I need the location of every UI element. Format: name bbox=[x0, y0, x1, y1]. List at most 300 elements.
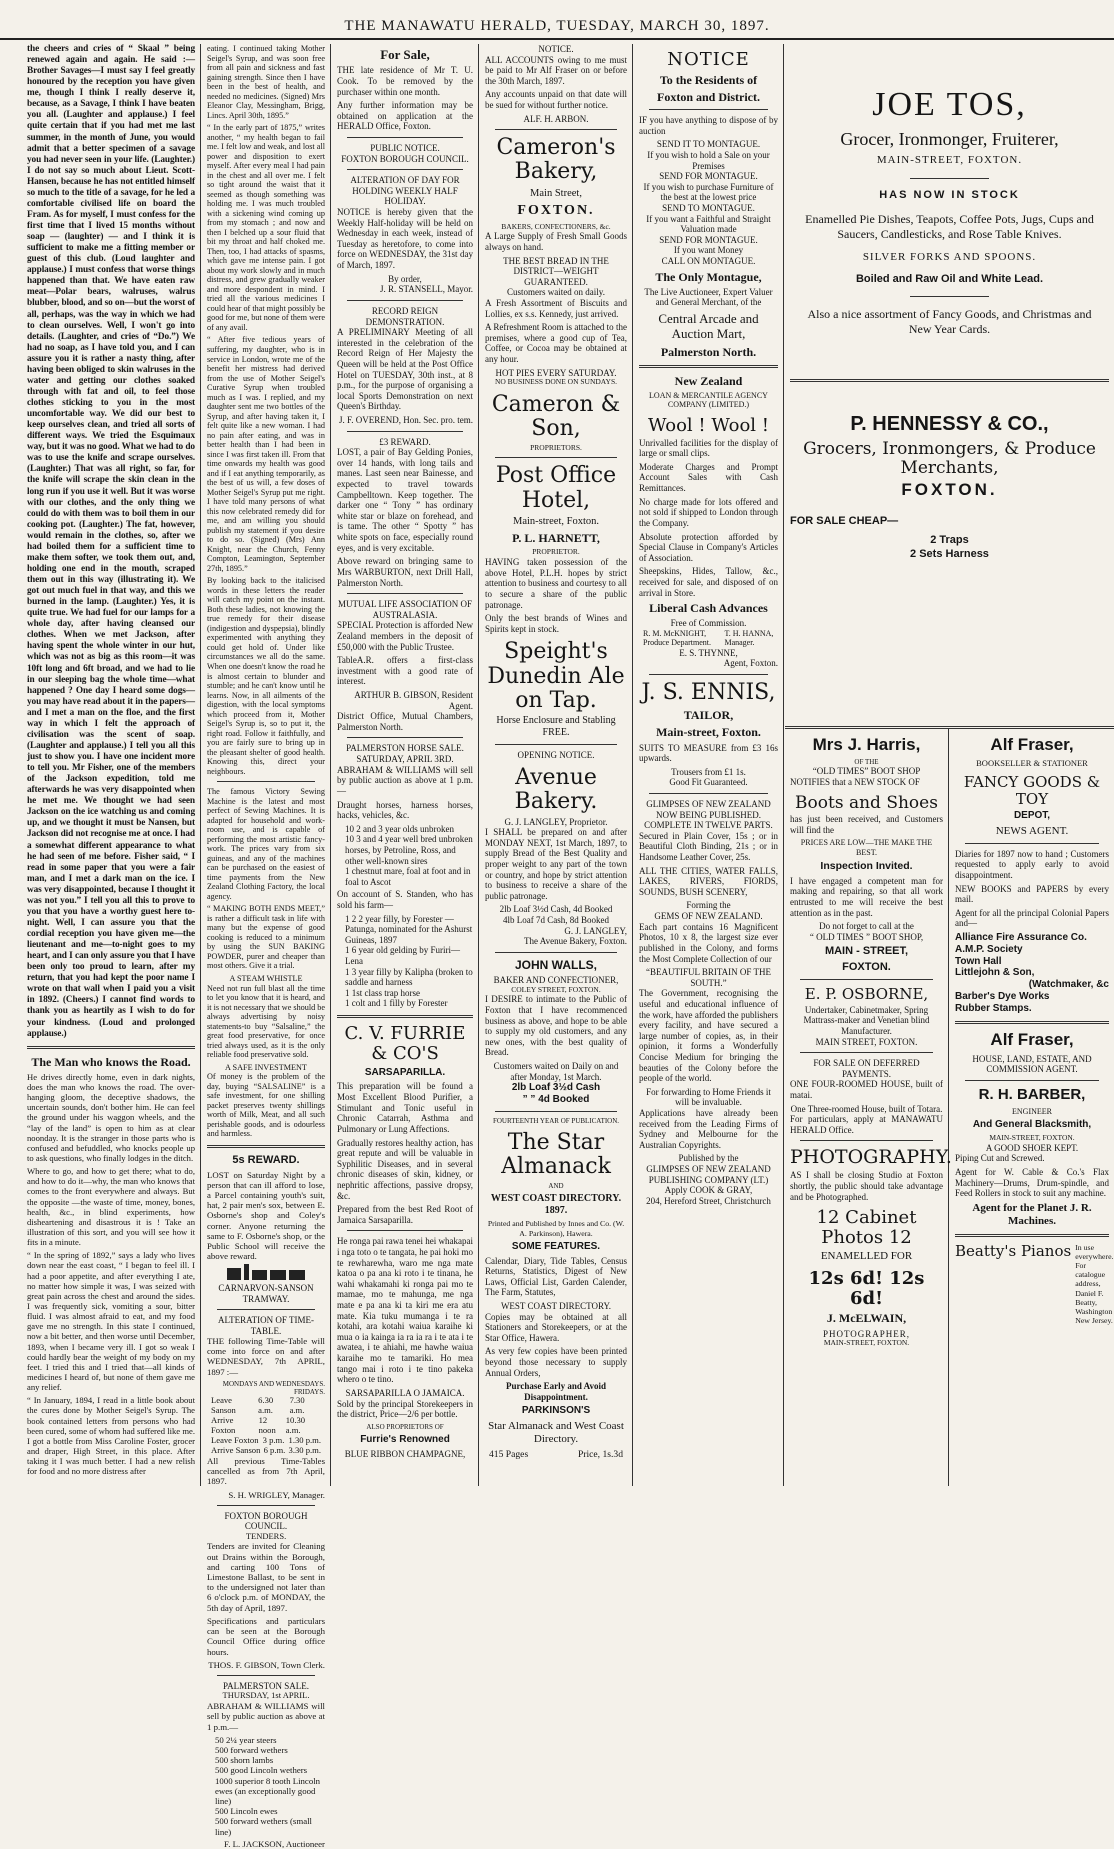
ad-text: Above reward on bringing same to Mrs WARBURTON, next Drill Hall, Palmerston North. bbox=[337, 556, 473, 588]
divider bbox=[965, 1080, 1099, 1081]
ad-text: Calendar, Diary, Tide Tables, Census Returns, Statistics, Digest of New Laws, Official List, Garden Calender, The Farm, Statutes, bbox=[485, 1255, 627, 1298]
ad-subtitle: COMPLETE IN TWELVE PARTS. bbox=[644, 820, 773, 831]
subheading: A SAFE INVESTMENT bbox=[225, 1062, 307, 1072]
ad-text: PRICES ARE LOW—THE MAKE THE BEST. bbox=[800, 838, 933, 857]
ad-text: Piping Cut and Screwed. bbox=[955, 1153, 1045, 1164]
timetable-cell: 7.30 a.m. bbox=[289, 1395, 305, 1416]
column-rule bbox=[478, 44, 479, 1486]
ad-text: Rubber Stamps. bbox=[955, 1002, 1032, 1014]
ad-text: I have engaged a competent man for making and repairing, so that all work entrusted to me will receive the best attention as in the past. bbox=[790, 875, 943, 918]
list-item: 10 3 and 4 year well bred unbroken horses, by Petroline, Ross, and other well-known sires bbox=[345, 834, 473, 866]
ad-text: FOXTON. bbox=[901, 480, 998, 500]
ad-text: FOXTON. bbox=[517, 203, 595, 219]
divider bbox=[217, 781, 315, 782]
timetable-cell: 10.30 a.m. bbox=[285, 1415, 306, 1436]
ad-title: MUTUAL LIFE ASSOCIATION OF AUSTRALASIA. bbox=[338, 599, 472, 620]
ad-text: Boiled and Raw Oil and White Lead. bbox=[855, 272, 1044, 285]
divider bbox=[347, 737, 463, 738]
ad-text: (Watchmaker, &c bbox=[1028, 979, 1109, 991]
ad-text: WEST COAST DIRECTORY. bbox=[500, 1300, 612, 1311]
ad-text: IF you have anything to dispose of by auction bbox=[639, 115, 778, 136]
list-item: 500 forward wethers bbox=[215, 1745, 288, 1756]
ad-text: Apply COOK & GRAY, bbox=[664, 1185, 753, 1196]
list-item: 1000 superior 8 tooth Lincoln ewes (an exceptionally good line) bbox=[215, 1775, 321, 1807]
timetable-cell: Leave Foxton bbox=[211, 1434, 259, 1445]
ad-text: MAIN - STREET, bbox=[824, 945, 909, 958]
timetable bbox=[207, 1396, 325, 1456]
ad-text: If you want a Faithful and Straight Valuation made bbox=[646, 213, 771, 235]
divider bbox=[217, 1309, 315, 1310]
article-paragraph: The famous Victory Sewing Machine is the latest and most perfect of Sewing Machines. It is adapted for household and work-room use, and is capable of performing the most artistic fancy-work. The prices vary from six guineas, and any of the machines can be purchased on the easiest of time payments from the New Zealand Clothing Factory, the local agency. bbox=[207, 787, 325, 901]
list-item: 500 good Lincoln wethers bbox=[215, 1765, 308, 1776]
signature: J. McELWAIN, bbox=[826, 1311, 907, 1326]
ad-title: PALMERSTON SALE. bbox=[222, 1680, 310, 1691]
ad-text: Good Fit Guaranteed. bbox=[669, 777, 748, 788]
ad-text: MAIN-STREET, FOXTON. bbox=[823, 1338, 910, 1348]
ad-subtitle: Grocer, Ironmonger, Fruiterer, bbox=[840, 129, 1059, 150]
ad-text: has just been received, and Customers will find the bbox=[790, 814, 943, 835]
ad-title: E. P. OSBORNE, bbox=[804, 985, 929, 1004]
ad-title: PUBLIC NOTICE. bbox=[370, 142, 440, 153]
ad-text: THE late residence of Mr T. U. Cook. To be removed by the purchaser within one month. bbox=[337, 65, 473, 97]
ad-title: P. HENNESSY & CO., bbox=[850, 412, 1049, 435]
ad-title: PALMERSTON HORSE SALE. bbox=[346, 743, 464, 754]
ad-text: I DESIRE to intimate to the Public of Foxton that I have recommenced business as above, and hope to be able to supply my old customers, and any new ones, with the best quality of Bread. bbox=[485, 994, 627, 1058]
divider bbox=[785, 726, 1114, 729]
ad-subtitle: NEWS AGENT. bbox=[995, 824, 1069, 837]
ad-title: 12 Cabinet Photos 12 bbox=[816, 1207, 917, 1248]
divider bbox=[347, 593, 463, 594]
timetable-row bbox=[211, 1446, 321, 1456]
ad-title: For Sale, bbox=[380, 47, 430, 62]
divider bbox=[800, 1140, 933, 1141]
ad-text: “ OLD TIMES ” BOOT SHOP, bbox=[809, 931, 924, 942]
ad-title: Star Almanack and West Coast Directory. bbox=[488, 1420, 624, 1446]
list-item: 1 6 year old gelding by Furiri—Lena bbox=[345, 945, 460, 967]
signature: R. M. McKNIGHT, Produce Department. bbox=[643, 628, 711, 648]
divider bbox=[910, 296, 989, 297]
ad-text: NOTICE is hereby given that the Weekly Half-holiday will be held on Wednesday in each week, instead of Tuesday as heretofore, to come into force on WEDNESDAY, the 31st day of March, 1897. bbox=[337, 207, 473, 271]
timetable-cell: Arrive Foxton bbox=[211, 1415, 236, 1436]
ad-text: A Fresh Assortment of Biscuits and Lollies, ex s.s. Kennedy, just arrived. bbox=[485, 298, 627, 319]
ad-subtitle: Grocers, Ironmongers, & Produce Merchants, bbox=[803, 438, 1096, 478]
article-paragraph: He drives directly home, even in dark nights, does the man who knows the road. The over-hanging gloom, the deceptive shadows, the uncertain sounds, don't bother him. He can feel the ground under his waggon wheels, and the “lay of the land” is open to him as at clear noonday. It is the stranger in those parts who is confused and befuddled, who knocks people up to ask questions, who finally lodges in the ditch. bbox=[27, 1071, 195, 1164]
list-item: 1 colt and 1 filly by Forester bbox=[345, 998, 448, 1009]
ad-title: Liberal Cash Advances bbox=[649, 601, 768, 616]
article-paragraph: Need not run full blast all the time to let you know that it is heard, and it is not necessary that we should be always advertising by noisy statements-to buy “Salsaline,” the great food preservative, for once tried always used, as it is the only reliable food preservative sold. bbox=[207, 983, 326, 1060]
timetable-cell: 6.30 a.m. bbox=[258, 1395, 274, 1416]
ad-text: Free of Commission. bbox=[670, 618, 747, 629]
article-paragraph: Of money is the problem of the day, buying “SALSALINE” is a safe investment, for one shilling packet preserves twenty shillings worth of Milk, Meat, and all such perishable goods, and is odourless and harmless. bbox=[207, 1072, 325, 1139]
timetable-row bbox=[211, 1396, 321, 1416]
ad-text: The Government, recognising the useful and educational influence of the work, have afforded the publishers every facility, and have secured a large number of copies, as, in their opinion, it forms a Wonderfully Concise Medium for bringing the beauties of the Colony before the people of the world. bbox=[639, 988, 778, 1084]
ad-text: For particulars, apply at MANAWATU HERALD Office. bbox=[790, 1114, 943, 1135]
ad-title: Agent for the Planet J. R. Machines. bbox=[972, 1201, 1092, 1227]
column-rule bbox=[330, 44, 331, 1486]
ad-text: Littlejohn & Son, bbox=[955, 967, 1035, 979]
ad-text: If you want Money bbox=[673, 245, 744, 256]
divider bbox=[639, 365, 778, 368]
divider bbox=[207, 1145, 325, 1148]
divider bbox=[347, 300, 463, 301]
column-1 bbox=[22, 44, 200, 1486]
ad-text: G. J. LANGLEY, Proprietor. bbox=[504, 816, 608, 827]
ad-text: SEND TO MONTAGUE. bbox=[662, 202, 755, 213]
ad-subtitle: SARSAPARILLA O JAMAICA. bbox=[345, 1387, 465, 1398]
ad-text: No charge made for lots offered and not sold if shipped to London through the Company. bbox=[639, 496, 778, 528]
ad-title: NOTICE bbox=[667, 49, 750, 70]
ad-text: Agent for all the principal Colonial Papers and— bbox=[955, 907, 1109, 929]
ad-text: If you wish to hold a Sale on your Premises bbox=[647, 149, 770, 171]
column-rule bbox=[632, 44, 633, 1486]
ad-title: £3 REWARD. bbox=[379, 436, 431, 447]
ad-text: CALL ON MONTAGUE. bbox=[661, 256, 756, 267]
ad-text: Printed and Published by Innes and Co. (W. A. Parkinson), Hawera. bbox=[487, 1219, 625, 1238]
ad-text: SEND FOR MONTAGUE. bbox=[659, 234, 758, 245]
ad-text: ALSO PROPRIETORS OF bbox=[366, 1422, 444, 1431]
timetable-cell: 12 noon bbox=[258, 1415, 276, 1436]
ad-text: The Live Auctioneer, Expert Valuer and General Merchant, of the bbox=[644, 286, 773, 308]
signature: J. F. OVEREND, Hon. Sec. pro. tem. bbox=[338, 415, 473, 425]
ad-text: Do not forget to call at the bbox=[819, 921, 914, 932]
ad-text: PHOTOGRAPHER, bbox=[822, 1328, 911, 1339]
ad-subtitle: To the Residents of bbox=[659, 72, 758, 87]
ad-text: Moderate Charges and Prompt Account Sales with Cash Remittances. bbox=[639, 461, 778, 494]
column-3 bbox=[332, 44, 478, 1486]
ad-subtitle: ALTERATION OF TIME-TABLE. bbox=[218, 1315, 314, 1336]
timetable-cell: Arrive Sanson bbox=[211, 1444, 261, 1455]
ad-subtitle: ENGINEER bbox=[1012, 1106, 1052, 1116]
ad-title: FOXTON BOROUGH COUNCIL. bbox=[224, 1510, 308, 1532]
divider bbox=[495, 457, 617, 458]
ad-text: Town Hall bbox=[955, 955, 1002, 967]
list-item: 1 1st class trap horse bbox=[345, 987, 420, 998]
ad-text: Trousers from £1 1s. bbox=[671, 766, 746, 777]
signature: Agent, Foxton. bbox=[723, 658, 778, 669]
article-paragraph: “ In the early part of 1875,” writes another, “ my health began to fail me. I felt low and weak, and lost all power and disposition to exert myself. After every meal I had pain in the chest and all over me. I felt so tight around the waist that it seemed as though something was holding me. I was much troubled with a sickening wind coming up from my stomach ; and now and then I belched up a sour fluid that bit my throat and half choked me. Then, too, I had attacks of spasms, which gave me intense pain. I got about my work slowly and in much distress, and grew gradually weaker and more despondent in mind. I tried all the various medicines I could hear of that might possibly be good for me, but none of them were of any avail. bbox=[207, 123, 325, 332]
ad-text: NEW BOOKS and PAPERS by every mail. bbox=[955, 883, 1109, 905]
ad-text: ABRAHAM & WILLIAMS will sell by public auction as above at 1 p.m.— bbox=[337, 764, 473, 796]
ad-subtitle: DEPOT, bbox=[1013, 810, 1051, 822]
divider bbox=[495, 1111, 617, 1112]
ad-text: ALL THE CITIES, WATER FALLS, LAKES, RIVERS, FIORDS, SOUNDS, BUSH SCENERY, bbox=[639, 865, 778, 897]
ad-text: As very few copies have been printed beyond those necessary to supply Annual Orders, bbox=[485, 1346, 627, 1378]
ad-text: 415 Pages bbox=[489, 1449, 529, 1461]
ad-text: A.M.P. Society bbox=[955, 943, 1023, 955]
ad-text: SEND IT TO MONTAGUE. bbox=[656, 139, 761, 150]
ad-text: 4lb Loaf 7d Cash, 8d Booked bbox=[503, 915, 609, 925]
ad-text: Barber's Dye Works bbox=[955, 991, 1050, 1003]
divider bbox=[649, 793, 768, 794]
ad-text: SPECIAL Protection is afforded New Zealand members in the deposit of £50,000 with the Public Trustee. bbox=[337, 620, 473, 652]
ad-text: 204, Hereford Street, Christchurch bbox=[646, 1195, 771, 1206]
ad-text: 2lb Loaf 3½d Cash, 4d Booked bbox=[499, 904, 613, 915]
ad-text: Unrivalled facilities for the display of large or small clips. bbox=[639, 437, 778, 459]
list-item: 500 forward wethers (small line) bbox=[215, 1816, 312, 1837]
ad-text: I SHALL be prepared on and after MONDAY NEXT, 1st March, 1897, to supply Bread of the Best Quality and proper weight to any part of the town or country, and hope by strict attention to business to receive a share of the public patronage. bbox=[485, 827, 627, 901]
ad-text: In use everywhere. For catalogue address, Daniel F. Beatty, Washington New Jersey. bbox=[1075, 1242, 1114, 1326]
ad-title: PHOTOGRAPHY. bbox=[790, 1146, 952, 1169]
ad-text: Gradually restores healthy action, has great repute and will be valuable in Syphilitic Diseases, and in several chronic diseases of skin, kidney, or nephritic affections, passive dropsy, &c. bbox=[337, 1137, 473, 1201]
divider bbox=[790, 379, 1109, 382]
column-5 bbox=[634, 44, 783, 1486]
ad-text: A PRELIMINARY Meeting of all interested in the celebration of the Record Reign of Her Majesty the Queen will be held at the Post Office Hotel on TUESDAY, 30th inst., at 8 p.m., for the purpose of organising a local Sports Demonstration on next Queen's Birthday. bbox=[337, 327, 473, 412]
column-6a bbox=[785, 732, 952, 1486]
ad-subtitle: Foxton and District. bbox=[657, 89, 760, 104]
ad-text: THE BEST BREAD IN THE DISTRICT—WEIGHT GUARANTEED. bbox=[503, 255, 609, 287]
ad-subtitle: OPENING NOTICE. bbox=[517, 749, 595, 760]
list-item: 1 2 2 year filly, by Forester —Patunga, nominated for the Ashurst Guineas, 1897 bbox=[345, 913, 473, 945]
ad-title: JOHN WALLS, bbox=[514, 957, 597, 972]
ad-subtitle: SOME FEATURES. bbox=[511, 1240, 601, 1252]
ad-text: Copies may be obtained at all Stationers and Storekeepers, or at the Star Office, Hawera. bbox=[485, 1311, 627, 1343]
signature: E. S. THYNNE, bbox=[679, 647, 738, 658]
ad-text: MAIN STREET, FOXTON. bbox=[815, 1036, 918, 1047]
divider bbox=[347, 137, 463, 138]
ad-subtitle: And General Blacksmith, bbox=[972, 1119, 1092, 1131]
ad-subtitle: Palmerston North. bbox=[660, 344, 757, 359]
column-4 bbox=[480, 44, 632, 1486]
ad-subtitle: WEST COAST DIRECTORY. 1897. bbox=[490, 1192, 622, 1216]
ad-text: Diaries for 1897 now to hand ; Customers requested to apply early to avoid disappointment. bbox=[955, 848, 1109, 881]
ad-text: PROPRIETORS. bbox=[530, 442, 582, 452]
divider bbox=[649, 674, 768, 675]
ad-text: If you wish to purchase Furniture of the best at the lowest price bbox=[643, 181, 774, 203]
ad-text: GEMS OF NEW ZEALAND. bbox=[654, 911, 763, 922]
signature: S. H. WRIGLEY, Manager. bbox=[228, 1489, 325, 1500]
ad-text: ” ” 4d Booked bbox=[522, 1094, 590, 1106]
ad-text: ONE FOUR-ROOMED HOUSE, built of matai. bbox=[790, 1079, 943, 1101]
signature: The Avenue Bakery, Foxton. bbox=[524, 936, 627, 947]
divider bbox=[495, 129, 617, 130]
ad-text: Published by the bbox=[678, 1153, 739, 1164]
ad-text: AS I shall be closing Studio at Foxton shortly, the public should take advantage and be Photographed. bbox=[790, 1170, 943, 1202]
divider bbox=[910, 178, 989, 179]
ad-subtitle: SATURDAY, APRIL 3RD. bbox=[356, 754, 454, 765]
ad-text: 2 Traps bbox=[930, 534, 969, 547]
ad-subtitle: ALTERATION OF DAY FOR HOLDING WEEKLY HALF HOLIDAY. bbox=[350, 175, 460, 207]
ad-text: District Office, Mutual Chambers, Palmerston North. bbox=[337, 711, 473, 732]
ad-title: Cameron & Son, bbox=[491, 392, 621, 442]
ad-text: Sheepskins, Hides, Tallow, &c., received for sale, and disposed of on arrival in Store. bbox=[639, 566, 778, 598]
ad-text: He ronga pai rawa tenei hei whakapai i nga toto o te tangata, he pai hoki mo te rewharewha, waro me nga mate katoa o pa ana ki roto i te tinana, he wahi whakamahi ki ronga pai mo te mamae, mo te mahunga, me nga mate e pa ana ki ta kiri me era atu mate. Kia tuku mumanga i te ra kotahi, ara kotahi waiua karaihe ki mua o ia kainga ia ra ia ra i te ata i te awatea, i te ahiahi, me hawhe waiua karaihe mo te tamariki. Ho mea tango mai i roto i te tino pakeka whero o te tino. bbox=[337, 1236, 473, 1385]
ad-title: FANCY GOODS & TOY bbox=[963, 773, 1101, 808]
divider bbox=[27, 1046, 195, 1049]
ad-title: JOE TOS, bbox=[872, 86, 1027, 123]
list-item: 1 chestnut mare, foal at foot and in foal to Ascot bbox=[345, 866, 471, 887]
ad-title: The Only Montague, bbox=[655, 269, 762, 284]
ad-title: Cameron's Bakery, bbox=[496, 135, 616, 185]
ad-title: Post Office Hotel, bbox=[495, 463, 617, 513]
timetable-cell: 3 p.m. bbox=[262, 1434, 285, 1445]
column-6-top bbox=[785, 44, 1114, 724]
ad-text: All previous Time-Tables cancelled as from 7th April, 1897. bbox=[207, 1455, 325, 1487]
divider bbox=[347, 169, 463, 170]
ad-text: For forwarding to Home Friends it will be invaluable. bbox=[646, 1086, 771, 1108]
ad-text: Main-street, Foxton. bbox=[512, 515, 600, 527]
ad-text: MAIN-STREET, FOXTON. bbox=[876, 154, 1023, 167]
ad-text: THE following Time-Table will come into force on and after WEDNESDAY, 7th APRIL, 1897 :— bbox=[207, 1336, 325, 1377]
ad-title: Avenue Bakery. bbox=[514, 765, 598, 815]
ad-text: Alliance Fire Assurance Co. bbox=[955, 932, 1087, 944]
ad-title: Central Arcade and Auction Mart, bbox=[658, 311, 759, 342]
ad-title: PARKINSON'S bbox=[521, 1405, 591, 1417]
ad-text: This preparation will be found a Most Excellent Blood Purifier, a Stimulant and Tonic useful in Chronic Catarrah, Asthma and Pulmonary or Lung Affections. bbox=[337, 1081, 473, 1134]
ad-text: Applications have already been received from the Leading Firms of Sydney and Melbourne for the Australian Copyrights. bbox=[639, 1108, 778, 1150]
divider bbox=[965, 843, 1099, 844]
timetable-days: MONDAYS AND WEDNESDAYS. FRIDAYS. bbox=[222, 1379, 325, 1396]
ad-subtitle: Main-street, Foxton. bbox=[656, 725, 761, 740]
stock-list bbox=[337, 914, 473, 1009]
signature: ALF. H. ARBON. bbox=[523, 113, 589, 124]
ad-text: LOST, a pair of Bay Gelding Ponies, over 14 hands, with long tails and manes. Last seen near Bainesse, and expected to travel towards Campbelltown. Keep together. The darker one “ Tony ” has ordinary white star or blaze on forehead, and is tame. The other “ Spotty ” has white spots on face, especially round eyes, and is very excitable. bbox=[337, 447, 473, 553]
ad-text: Enamelled Pie Dishes, Teapots, Coffee Pots, Jugs, Cups and Saucers, Candlesticks, and Rose Table Knives. bbox=[805, 212, 1094, 241]
article-paragraph: “ In January, 1894, I read in a little book about the cures done by Mother Seigel's Syrup. The book contained letters from persons who had been cured, some of whom had suffered like me. I got a bottle from Miss Caroline Foster, grocer and draper, High Street, in this place. After taking it I was much better. I had a new relish for food and no more distress after bbox=[27, 1395, 195, 1477]
ad-title: 5s REWARD. bbox=[232, 1153, 300, 1166]
divider bbox=[337, 1015, 473, 1018]
ad-text: AND bbox=[548, 1181, 564, 1190]
ad-text: GLIMPSES OF NEW ZEALAND PUBLISHING COMPANY (LT.) bbox=[646, 1164, 771, 1185]
ad-text: SILVER FORKS AND SPOONS. bbox=[862, 251, 1037, 264]
ad-title: C. V. FURRIE & CO'S bbox=[344, 1023, 466, 1064]
divider bbox=[347, 1230, 463, 1231]
ad-text: Absolute protection afforded by Special Clause in Company's Articles of Association. bbox=[639, 531, 778, 563]
ad-text: Any further information may be obtained on application at the HERALD Office, Foxton. bbox=[337, 100, 473, 132]
ad-text: Horse Enclosure and Stabling FREE. bbox=[496, 714, 616, 738]
signature: G. J. LANGLEY, bbox=[564, 925, 627, 936]
subheading: A STEAM WHISTLE bbox=[229, 973, 303, 983]
article-title: The Man who knows the Road. bbox=[31, 1054, 191, 1069]
ad-text: NO BUSINESS DONE ON SUNDAYS. bbox=[494, 377, 618, 387]
price-line bbox=[489, 1449, 623, 1460]
article-paragraph: By looking back to the italicised words in these letters the reader will catch my point on the instant. Both these ladies, not knowing the true remedy for their disease (indigestion and dyspepsia), blindly experimented with anything they could get hold of. Under like circumstances we all do the same. When one doesn't know the road he is almost certain to blunder and stumble; and he can't know until he learns. Now, in all ailments of the digestion, with the local symptoms which proceed from it, Mother Seigel's Syrup is, so to put it, the right road. Follow it faithfully, and you are fairly sure to bring up in the pleasant shelter of good health. Knowing this, direct your neighbours. bbox=[207, 576, 325, 776]
ad-subtitle: BAKERS, CONFECTIONERS, &c. bbox=[501, 221, 611, 231]
ad-text: Purchase Early and Avoid Disappointment. bbox=[506, 1381, 606, 1402]
column-2 bbox=[202, 44, 330, 1849]
ad-title: J. S. ENNIS, bbox=[641, 680, 776, 706]
ad-subtitle: “OLD TIMES” BOOT SHOP bbox=[812, 766, 921, 777]
ad-text: FOR SALE CHEAP— bbox=[790, 515, 899, 528]
timetable-cell: 1.30 p.m. bbox=[288, 1434, 321, 1445]
ad-title: GLIMPSES OF NEW ZEALAND bbox=[646, 798, 771, 809]
ad-text: SEND FOR MONTAGUE. bbox=[659, 171, 758, 182]
ad-text: Tenders are invited for Cleaning out Drains within the Borough, and carting 100 Tons of Limestone Ballast, to be sent in to the undersigned not later than 6 o'clock p.m. of MONDAY, the 5th day of April, 1897. bbox=[207, 1541, 325, 1613]
ad-title: R. H. BARBER, bbox=[978, 1085, 1086, 1103]
ad-text: Price, 1s.3d bbox=[577, 1449, 623, 1461]
ad-subtitle: TAILOR, bbox=[683, 708, 734, 723]
ad-subtitle: BAKER AND CONFECTIONER, bbox=[493, 974, 619, 985]
ad-text: P. L. HARNETT, bbox=[512, 531, 600, 546]
signature: F. L. JACKSON, Auctioneer bbox=[224, 1838, 325, 1849]
ad-text: Specifications and particulars can be seen at the Borough Council Office during office hours. bbox=[207, 1615, 325, 1657]
divider bbox=[800, 1052, 933, 1053]
divider bbox=[649, 109, 768, 110]
nansen-speech: the cheers and cries of “ Skaal ” being renewed again and again. He said :—Brother Savages—I must say I feel greatly honoured by the reception you have given me, though I think I really deserve it, because, as a Savage, I think I have beaten you all. (Laughter and applause.) I feel quite certain that if you had met me last summer, in the month of June, you would admit that a better specimen of a savage you had never seen in your life. (Laughter.) I do not say so much about Lieut. Scott-Hansen, because he has not entitled himself so much to the title of a savage, for he led a comfortable civilised life on board the Fram. As for myself, I must confess for the first time that I lived 15 months without soap — (laughter) — and I think it is sufficient to make me a fitting member or guest of this club. (Loud laughter and applause.) I must confess that worse things happened than that. We have eaten raw meat—Polar bears, walruses, walrus blubber, blood, and so on—but the worst of all, perhaps, was the way in which we had to clean ourselves. Well, I won't go into details. (Laughter, and cries of “Do.”) We had no soap, as I have told you, and I can assure you it is rather a nasty thing, after having been obliged to skin walruses in the water and getting our clothes soaked through with fat and oil, to feel those clothes sticking to you in the most uncomfortable way. We did our best to keep ourselves clean, and tried all sorts of different ways. We tried the Esquimaux way, but it was no good. What we had to do was to use the knife and scrape ourselves. (Laughter.) That was all right, so far, for the knife will scrape the skin clean in the long run if you use it well. But it was worse with our clothes, and the only thing we could do with them was to boil them in our cooking pot. (Laughter.) The fat, however, would remain in the clothes, so, after we had boiled them for a sufficient time to make them softer, we took them out, and, holding one end in the mouth, scraped them out in this way (illustrating it). We got out much fuel in that way, and this we burned in the lamp. (Laughter.) Yes, it is quite true. We had fuel for our lamps for a whole day, after having cleansed our clothes. When we met Jackson, after having spent the whole winter in our hut, which was not as big as this room—it was 10ft long and 6ft broad, and we had to lie in our sleeping bag the whole time—what happened ? One day I heard some dogs—you may have read about it in the papers—and I met a man on the floe, and the first way in which I felt the approach of civilisation was the scent of soap. (Laughter and applause.) I tell you all this just to show you. I have one incident more to tell you. Mr Fisher, one of the members of the Jackson expedition, told me afterwards he was very disappointed when he met me. We thought we had seen Jackson on the ice watching us and coming up, and we thought it must be Nansen, but Jackson did not recognise me at once. I had a somewhat different appearance to what he had seen of me before. Fisher said, “ I read in some paper that you were a fair man, and I met a dark man on the ice. I was very disappointed, because I thought it was not you.” I tell you all this to prove to you that you have a worthy guest here to-night. Well, I can assure you that the cordial reception you have given me—the lieutenant and me—to-night goes to my heart, and I can only assure you that I have been only too proud to learn, after my return, that you had kept the poor name I wrote on that wall when I paid you a visit in 1892. (Cheers.) I cannot find words to thank you as heartily as I wish to do for your kindness. (Loud and prolonged applause.) bbox=[27, 44, 195, 1039]
ad-text: Customers waited on Daily on and after Monday, 1st March. bbox=[493, 1061, 619, 1082]
ad-title: Boots and Shoes bbox=[795, 792, 938, 813]
ad-title: Wool ! Wool ! bbox=[647, 414, 770, 436]
beatty-ad bbox=[955, 1241, 1114, 1326]
divider bbox=[955, 1021, 1109, 1024]
ad-text: ALL ACCOUNTS owing to me must be paid to Mr Alf Fraser on or before the 30th March, 1897. bbox=[485, 54, 627, 86]
divider bbox=[495, 744, 617, 745]
article-paragraph: eating. I continued taking Mother Seigel's Syrup, and was soon free from all pain and sickness and fast gaining strength. Since then I have been in the best of health, and needed no medicines. (Signed) Mrs Eleanor Clay, Messingham, Brigg, Lincs. April 30th, 1895.” bbox=[207, 44, 325, 120]
list-item: 500 shorn lambs bbox=[215, 1755, 274, 1766]
tram-engine-illustration bbox=[227, 1264, 305, 1280]
ad-text: ENAMELLED FOR bbox=[820, 1249, 913, 1262]
ad-text: BLUE RIBBON CHAMPAGNE, bbox=[344, 1448, 466, 1459]
list-item: 50 2¼ year steers bbox=[215, 1734, 277, 1745]
timetable-cell: Leave Sanson bbox=[211, 1395, 236, 1416]
ad-subtitle: BOOKSELLER & STATIONER bbox=[976, 758, 1088, 769]
signature: J. R. STANSELL, Mayor. bbox=[379, 284, 473, 295]
ad-title: Beatty's Pianos bbox=[955, 1241, 1072, 1260]
signature-line bbox=[643, 629, 774, 648]
list-item: 10 2 and 3 year olds unbroken bbox=[345, 823, 454, 834]
ad-text: Customers waited on daily. bbox=[507, 287, 605, 298]
divider bbox=[955, 1234, 1109, 1237]
masthead-title: THE MANAWATU HERALD, TUESDAY, MARCH 30, 1897. bbox=[344, 18, 770, 34]
ad-text: Also a nice assortment of Fancy Goods, and Christmas and New Year Cards. bbox=[807, 307, 1092, 336]
ad-text: LOST on Saturday Night by a person that can ill afford to lose, a Parcel containing youth's suit, hat, 2 pair men's sox, between E. Osborne's shop and Coley's corner. Anyone returning the same to F. Osborne's shop, or the Public School will receive the above reward. bbox=[207, 1169, 325, 1262]
ad-text: On account of S. Standen, who has sold his farm— bbox=[337, 889, 473, 910]
ad-text: ABRAHAM & WILLIAMS will sell by public auction as above at 1 p.m.— bbox=[207, 1701, 325, 1732]
ad-text: Any accounts unpaid on that date will be sued for without further notice. bbox=[485, 89, 627, 111]
ad-title: Speight's Dunedin Ale on Tap. bbox=[487, 639, 625, 713]
column-rule bbox=[948, 728, 949, 1486]
column-rule bbox=[783, 44, 784, 1486]
ad-text: TableA.R. offers a first-class investment with a good rate of interest. bbox=[337, 655, 473, 687]
article-paragraph: “ In the spring of 1892,” says a lady who lives down near the east coast, “ I began to feel ill. I had a poor appetite, and after everything I ate, no matter how simple it was, I was seized with great pain across the chest and around the sides. I was frequently sick, vomiting a sour, bitter fluid. I was almost afraid to eat, and my food gave me no strength. In this state I continued, now a bit better, and then worse until December, 1893, when I became very ill. I got so weak I could hardly bear the weight of my body on my feet. I tried this and I tried that—all kinds of medicines I heard of, but none of them gave me any relief. bbox=[27, 1250, 195, 1393]
ad-text: “BEAUTIFUL BRITAIN OF THE SOUTH.” bbox=[645, 967, 772, 988]
divider bbox=[347, 431, 463, 432]
ad-text: SUITS TO MEASURE from £3 16s upwards. bbox=[639, 742, 778, 764]
ad-text: Main Street, bbox=[530, 187, 582, 199]
ad-text: PROPRIETOR. bbox=[532, 547, 580, 557]
ad-text: MAIN-STREET, FOXTON. bbox=[989, 1132, 1075, 1142]
ad-subtitle: Inspection Invited. bbox=[820, 860, 913, 873]
article-paragraph: Where to go, and how to get there; what to do, and how to do it—why, the man who knows that comes to the front everywhere and always. But the opposite —the waste of time, money, bones, health, &c., in blind experiments, how disheartening and disastrous it is ! Take an illustration of this sort, and you will see how it fits in a minute. bbox=[27, 1166, 195, 1248]
ad-title: CARNARVON-SANSON TRAMWAY. bbox=[218, 1283, 314, 1304]
ad-text: HOT PIES EVERY SATURDAY. bbox=[495, 367, 617, 378]
ad-text: Undertaker, Cabinetmaker, Spring Mattrass-maker and Venetian blind Manufacturer. bbox=[803, 1004, 930, 1036]
signature: T. H. HANNA, Manager. bbox=[724, 628, 774, 648]
ad-text: By order, bbox=[388, 273, 422, 284]
divider bbox=[495, 952, 617, 953]
ad-subtitle: SARSAPARILLA. bbox=[364, 1066, 446, 1078]
ad-text: A GOOD SHOER KEPT. bbox=[985, 1142, 1079, 1153]
ad-subtitle: LOAN & MERCANTILE AGENCY COMPANY (LIMITED.) bbox=[649, 390, 768, 410]
ad-subtitle: THURSDAY, 1st APRIL. bbox=[222, 1690, 310, 1701]
timetable-row bbox=[211, 1416, 321, 1436]
ad-subtitle: HOUSE, LAND, ESTATE, AND COMMISSION AGENT. bbox=[972, 1053, 1092, 1075]
ad-text: Prepared from the best Red Root of Jamaica Sarsaparilla. bbox=[337, 1204, 473, 1225]
ad-text: Secured in Plain Cover, 15s ; or in Beautiful Cloth Binding, 21s ; or in Handsome Leather Cover, 25s. bbox=[639, 830, 778, 863]
ad-subtitle: FOR SALE ON DEFERRED PAYMENTS. bbox=[813, 1058, 920, 1079]
divider bbox=[217, 1675, 315, 1676]
ad-title: New Zealand bbox=[674, 373, 743, 388]
signature: ARTHUR B. GIBSON, Resident Agent. bbox=[354, 690, 473, 711]
ad-text: Each part contains 16 Magnificent Photos, 10 x 8, the largest size ever published in the Colony, and forms the Most Complete Collection of our bbox=[639, 921, 778, 964]
ad-text: Draught horses, harness horses, hacks, vehicles, &c. bbox=[337, 799, 473, 821]
ad-text: FOURTEENTH YEAR OF PUBLICATION. bbox=[492, 1116, 620, 1125]
ad-title: FOXTON BOROUGH COUNCIL. bbox=[341, 153, 469, 164]
ad-text: Only the best brands of Wines and Spirits kept in stock. bbox=[485, 613, 627, 634]
ad-title: 12s 6d! 12s 6d! bbox=[808, 1267, 925, 1309]
list-item: 500 Lincoln ewes bbox=[215, 1806, 278, 1817]
timetable-cell: 6 p.m. bbox=[263, 1444, 286, 1455]
ad-subtitle: HAS NOW IN STOCK bbox=[879, 188, 1020, 201]
